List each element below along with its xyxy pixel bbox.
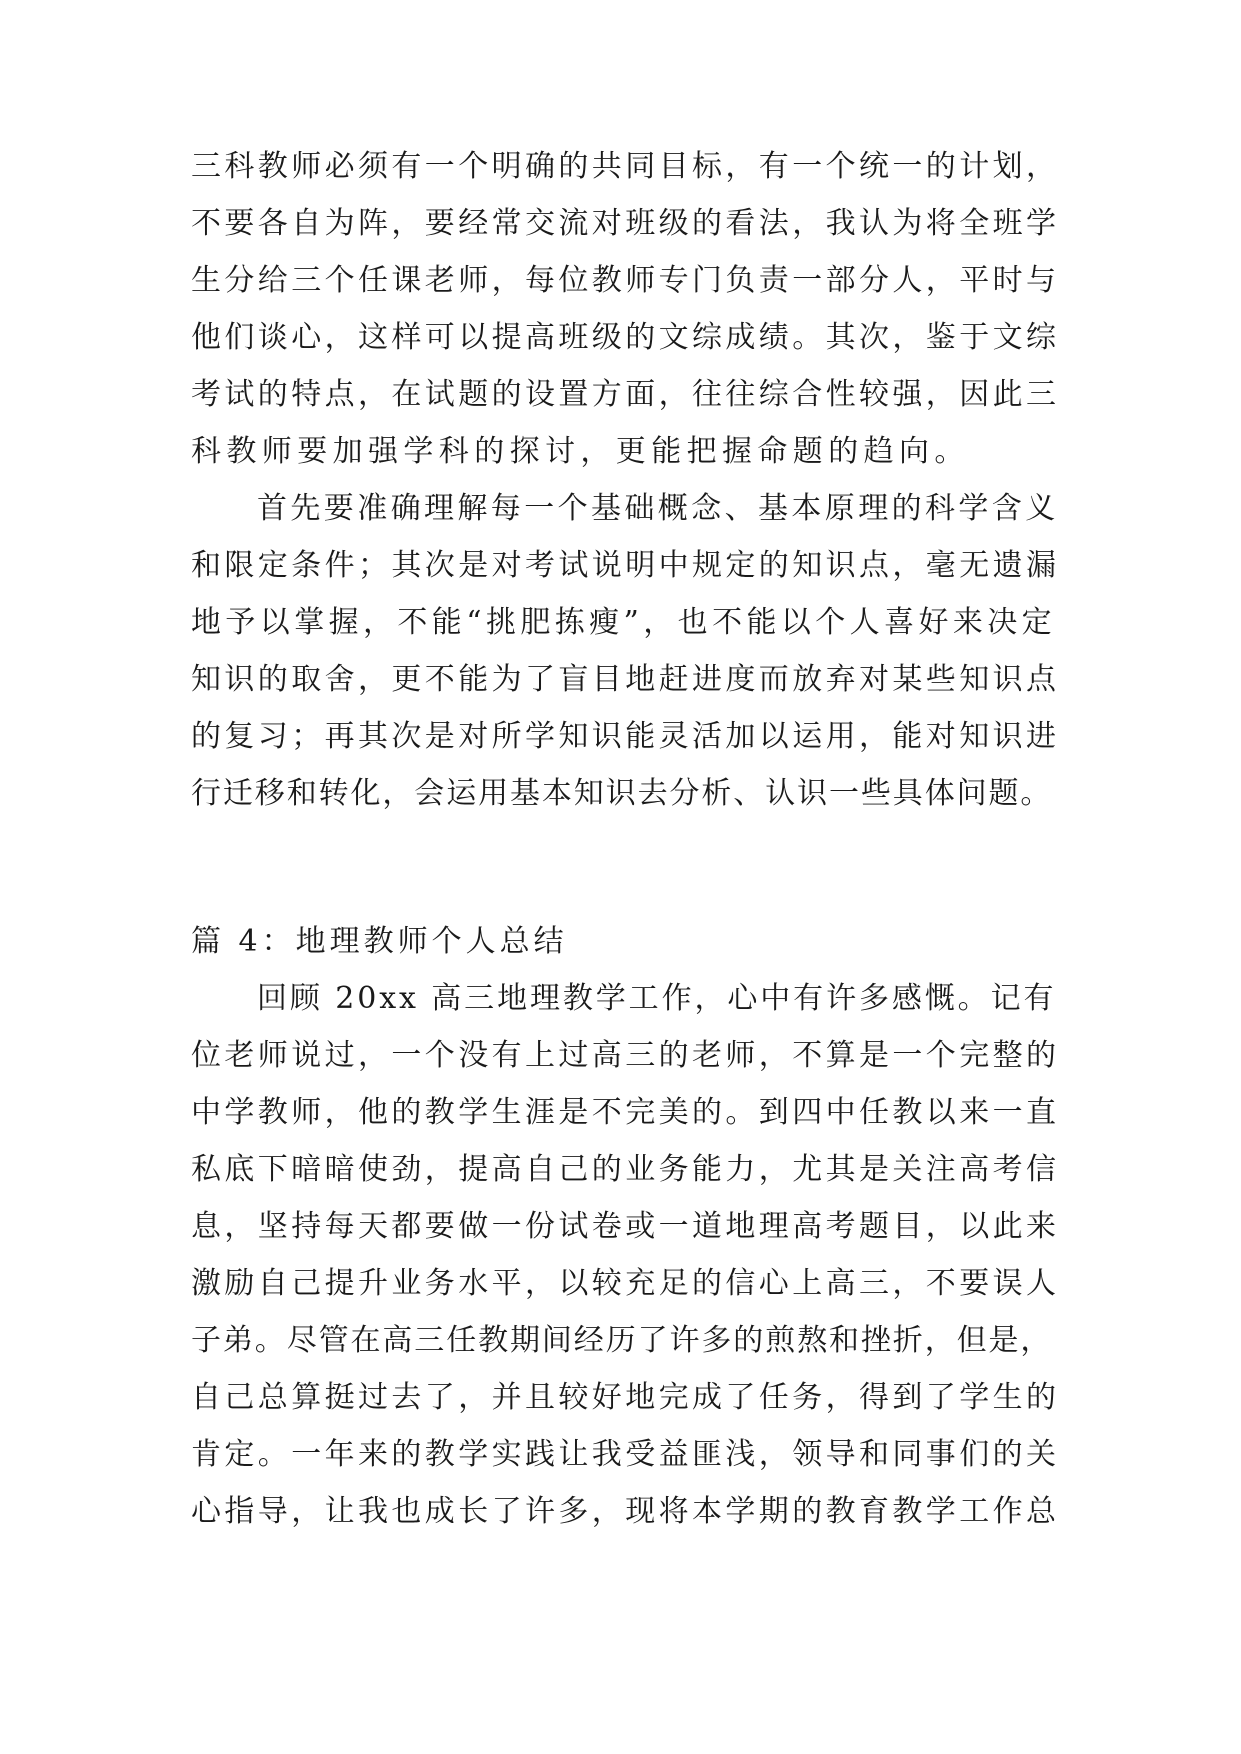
paragraph-line: 首先要准确理解每一个基础概念、基本原理的科学含义 <box>257 491 1059 526</box>
section-heading: 篇 4：地理教师个人总结 <box>191 924 568 959</box>
paragraph-line: 三科教师必须有一个明确的共同目标，有一个统一的计划， <box>191 149 1060 184</box>
paragraph-line: 行迁移和转化，会运用基本知识去分析、认识一些具体问题。 <box>191 776 1053 811</box>
paragraph-line: 知识的取舍，更不能为了盲目地赶进度而放弃对某些知识点 <box>191 662 1060 697</box>
paragraph-line: 地予以掌握，不能“挑肥拣瘦”，也不能以个人喜好来决定 <box>191 605 1057 640</box>
paragraph-line: 激励自己提升业务水平，以较充足的信心上高三，不要误人 <box>191 1266 1060 1301</box>
paragraph-line: 和限定条件；其次是对考试说明中规定的知识点，毫无遗漏 <box>191 548 1060 583</box>
paragraph-line: 考试的特点，在试题的设置方面，往往综合性较强，因此三 <box>191 377 1060 412</box>
paragraph-line: 不要各自为阵，要经常交流对班级的看法，我认为将全班学 <box>191 206 1060 241</box>
paragraph-line: 科教师要加强学科的探讨，更能把握命题的趋向。 <box>191 434 970 469</box>
paragraph-line: 肯定。一年来的教学实践让我受益匪浅，领导和同事们的关 <box>191 1437 1060 1472</box>
paragraph-line: 的复习；再其次是对所学知识能灵活加以运用，能对知识进 <box>191 719 1060 754</box>
paragraph-line: 回顾 20xx 高三地理教学工作，心中有许多感慨。记有 <box>257 981 1057 1016</box>
paragraph-line: 中学教师，他的教学生涯是不完美的。到四中任教以来一直 <box>191 1095 1060 1130</box>
paragraph-line: 生分给三个任课老师，每位教师专门负责一部分人，平时与 <box>191 263 1060 298</box>
paragraph-line: 子弟。尽管在高三任教期间经历了许多的煎熬和挫折，但是， <box>191 1323 1053 1358</box>
paragraph-line: 位老师说过，一个没有上过高三的老师，不算是一个完整的 <box>191 1038 1060 1073</box>
paragraph-line: 息，坚持每天都要做一份试卷或一道地理高考题目，以此来 <box>191 1209 1060 1244</box>
paragraph-line: 心指导，让我也成长了许多，现将本学期的教育教学工作总 <box>191 1494 1060 1529</box>
paragraph-line: 私底下暗暗使劲，提高自己的业务能力，尤其是关注高考信 <box>191 1152 1060 1187</box>
paragraph-line: 自己总算挺过去了，并且较好地完成了任务，得到了学生的 <box>191 1380 1060 1415</box>
paragraph-line: 他们谈心，这样可以提高班级的文综成绩。其次，鉴于文综 <box>191 320 1060 355</box>
